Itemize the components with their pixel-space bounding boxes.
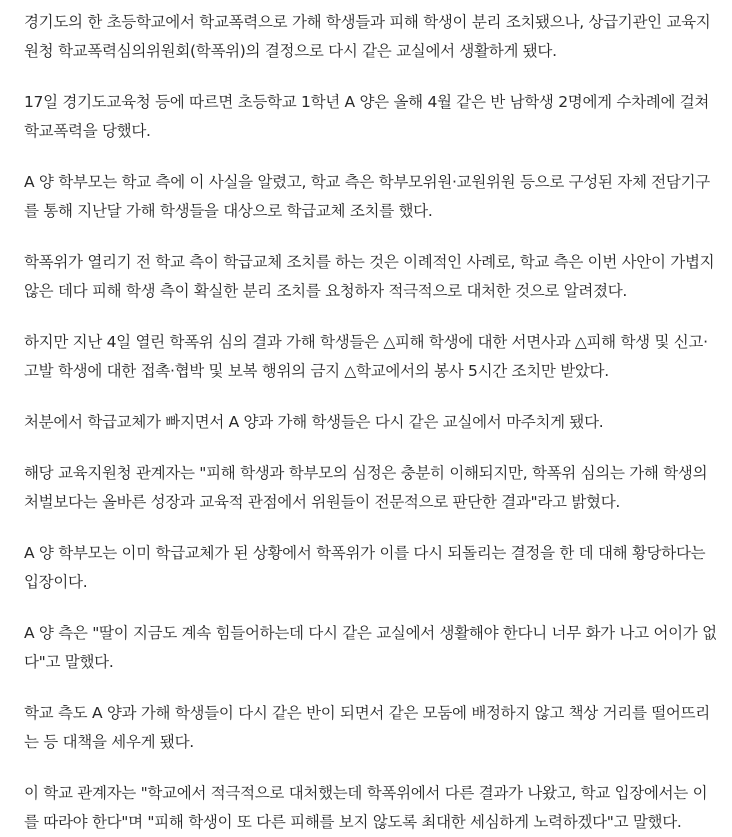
paragraph-7: 해당 교육지원청 관계자는 "피해 학생과 학부모의 심정은 충분히 이해되지만, 학폭위 심의는 가해 학생의 처벌보다는 올바른 성장과 교육적 관점에서 위원들이 전문적으로 판단한 결과"라고 밝혔다. bbox=[24, 464, 708, 511]
article-body bbox=[0, 8, 732, 830]
paragraph-6: 처분에서 학급교체가 빠지면서 A 양과 가해 학생들은 다시 같은 교실에서 마주치게 됐다. bbox=[24, 413, 604, 431]
paragraph-11: 이 학교 관계자는 "학교에서 적극적으로 대처했는데 학폭위에서 다른 결과가 나왔고, 학교 입장에서는 이를 따라야 한다"며 "피해 학생이 또 다른 피해를 보지 않도록 최대한 세심하게 노력하겠다"고 말했다. bbox=[24, 784, 708, 831]
paragraph-10: 학교 측도 A 양과 가해 학생들이 다시 같은 반이 되면서 같은 모둠에 배정하지 않고 책상 거리를 떨어뜨리는 등 대책을 세우게 됐다. bbox=[24, 704, 710, 751]
paragraph-5: 하지만 지난 4일 열린 학폭위 심의 결과 가해 학생들은 △피해 학생에 대한 서면사과 △피해 학생 및 신고·고발 학생에 대한 접촉·협박 및 보복 행위의 금지 △학교에서의 봉사 5시간 조치만 받았다. bbox=[24, 333, 708, 380]
paragraph-1: 경기도의 한 초등학교에서 학교폭력으로 가해 학생들과 피해 학생이 분리 조치됐으나, 상급기관인 교육지원청 학교폭력심의위원회(학폭위)의 결정으로 다시 같은 교실에서 생활하게 됐다. bbox=[24, 13, 711, 60]
paragraph-2: 17일 경기도교육청 등에 따르면 초등학교 1학년 A 양은 올해 4월 같은 반 남학생 2명에게 수차례에 걸쳐 학교폭력을 당했다. bbox=[24, 93, 710, 140]
paragraph-4: 학폭위가 열리기 전 학교 측이 학급교체 조치를 하는 것은 이례적인 사례로, 학교 측은 이번 사안이 가볍지 않은 데다 피해 학생 측이 확실한 분리 조치를 요청하자 적극적으로 대처한 것으로 알려졌다. bbox=[24, 253, 715, 300]
paragraph-9: A 양 측은 "딸이 지금도 계속 힘들어하는데 다시 같은 교실에서 생활해야 한다니 너무 화가 나고 어이가 없다"고 말했다. bbox=[24, 624, 717, 671]
paragraph-3: A 양 학부모는 학교 측에 이 사실을 알렸고, 학교 측은 학부모위원·교원위원 등으로 구성된 자체 전담기구를 통해 지난달 가해 학생들을 대상으로 학급교체 조치를 했다. bbox=[24, 173, 710, 220]
paragraph-8: A 양 학부모는 이미 학급교체가 된 상황에서 학폭위가 이를 다시 되돌리는 결정을 한 데 대해 황당하다는 입장이다. bbox=[24, 544, 706, 591]
